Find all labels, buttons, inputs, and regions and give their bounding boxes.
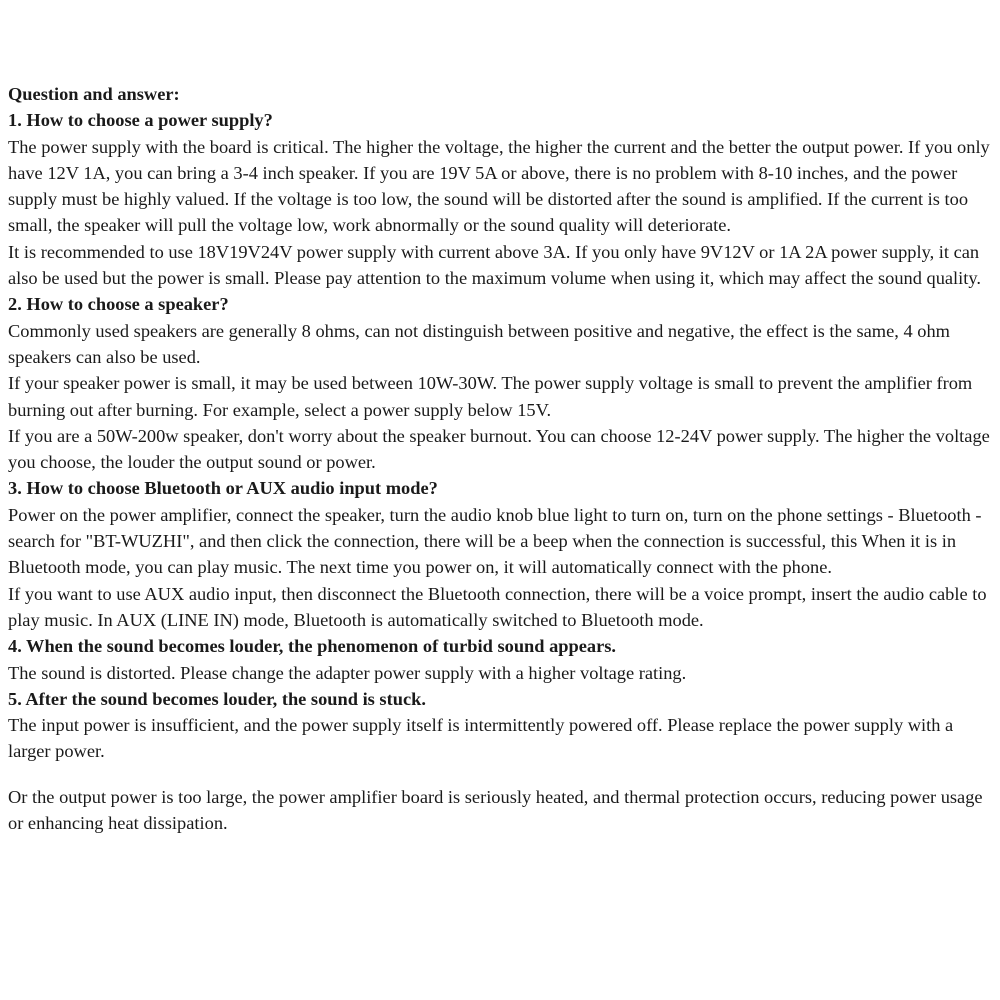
question-4-title: 4. When the sound becomes louder, the phenomenon of turbid sound appears.	[8, 636, 617, 657]
question-2-title: 2. How to choose a speaker?	[8, 294, 229, 315]
question-1-paragraph-2: It is recommended to use 18V19V24V power supply with current above 3A. If you only have 9V12V or 1A 2A power supply, it can also be used but the power is small. Please pay attention to the maximum volume when using it, which may affect the sound quality.	[8, 241, 981, 289]
question-5-paragraph-1: The input power is insufficient, and the power supply itself is intermittently powered off. Please replace the power supply with a larger power.	[8, 715, 954, 762]
question-3-title: 3. How to choose Bluetooth or AUX audio input mode?	[8, 478, 438, 499]
closing-paragraph: Or the output power is too large, the power amplifier board is seriously heated, and thermal protection occurs, reducing power usage or enhancing heat dissipation.	[8, 786, 983, 834]
intro-heading: Question and answer:	[8, 84, 180, 104]
question-2-paragraph-2: If your speaker power is small, it may be used between 10W-30W. The power supply voltage is small to prevent the amplifier from burning out after burning. For example, select a power supply below 15V.	[8, 373, 973, 420]
faq-document	[8, 81, 998, 836]
question-2-paragraph-1: Commonly used speakers are generally 8 ohms, can not distinguish between positive and negative, the effect is the same, 4 ohm speakers can also be used.	[8, 320, 950, 367]
question-3-paragraph-2: If you want to use AUX audio input, then disconnect the Bluetooth connection, there will be a voice prompt, insert the audio cable to play music. In AUX (LINE IN) mode, Bluetooth is automatically switched to Bluetooth mode.	[8, 583, 987, 630]
question-5-title: 5. After the sound becomes louder, the sound is stuck.	[8, 688, 426, 709]
question-4-paragraph-1: The sound is distorted. Please change the adapter power supply with a higher voltage rating.	[8, 662, 687, 683]
question-2-paragraph-3: If you are a 50W-200w speaker, don't worry about the speaker burnout. You can choose 12-24V power supply. The higher the voltage you choose, the louder the output sound or power.	[8, 425, 990, 473]
question-3-paragraph-1: Power on the power amplifier, connect the speaker, turn the audio knob blue light to turn on, turn on the phone settings - Bluetooth - search for "BT-WUZHI", and then click the connection, there will be a beep when the connection is successful, this When it is in Bluetooth mode, you can play music. The next time you power on, it will automatically connect with the phone.	[8, 504, 982, 578]
question-1-title: 1. How to choose a power supply?	[8, 110, 273, 131]
question-1-paragraph-1: The power supply with the board is critical. The higher the voltage, the higher the current and the better the output power. If you only have 12V 1A, you can bring a 3-4 inch speaker. If you are 19V 5A or above, there is no problem with 8-10 inches, and the power supply must be highly valued. If the voltage is too low, the sound will be distorted after the sound is amplified. If the current is too small, the speaker will pull the voltage low, work abnormally or the sound quality will deteriorate.	[8, 136, 990, 236]
